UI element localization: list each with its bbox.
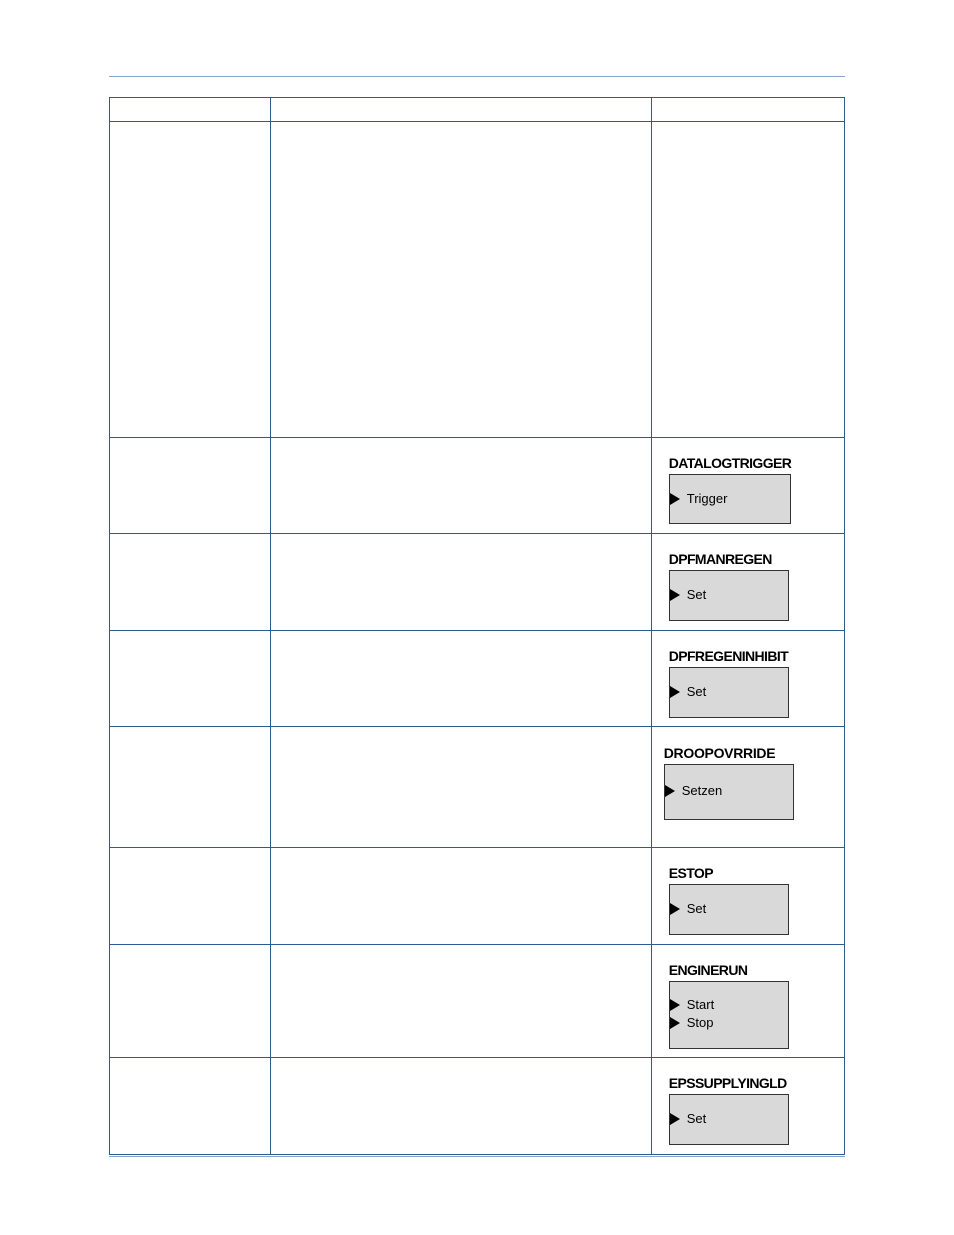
logic-input-port (670, 902, 707, 916)
logic-input-port (670, 685, 707, 699)
table-row (110, 727, 845, 848)
logic-input-port (665, 784, 722, 798)
table-cell (271, 727, 652, 848)
port-label: Stop (686, 1015, 714, 1030)
table-cell (271, 1058, 652, 1155)
input-arrow-icon (670, 686, 680, 698)
input-arrow-icon (670, 1017, 680, 1029)
table-cell (651, 848, 844, 945)
port-label: Set (686, 901, 707, 916)
table-cell (110, 727, 271, 848)
input-arrow-icon (670, 493, 680, 505)
port-label: Start (686, 997, 715, 1012)
header-cell (110, 98, 271, 122)
logic-block-box (669, 884, 789, 935)
logic-input-port (670, 1016, 714, 1030)
table-cell (110, 1058, 271, 1155)
table-cell (651, 438, 844, 534)
table-row (110, 848, 845, 945)
table-cell (110, 848, 271, 945)
logic-block-box (669, 474, 791, 524)
table-cell (110, 945, 271, 1058)
port-label: Setzen (681, 783, 723, 798)
logic-block-box (669, 1094, 789, 1145)
logic-block-title: DPFREGENINHIBIT (668, 648, 789, 664)
page-top-rule (109, 76, 845, 77)
input-arrow-icon (665, 785, 675, 797)
input-arrow-icon (670, 903, 680, 915)
table-cell (651, 534, 844, 631)
logic-element-table (109, 97, 845, 1155)
table-cell (110, 534, 271, 631)
table-cell (271, 534, 652, 631)
port-label: Set (686, 587, 707, 602)
logic-block-title: EPSSUPPLYINGLD (668, 1075, 787, 1091)
logic-block-title: ESTOP (668, 865, 713, 881)
logic-block-box (669, 667, 789, 718)
table-cell (271, 945, 652, 1058)
table-row (110, 945, 845, 1058)
table-cell (271, 122, 652, 438)
logic-input-port (670, 492, 728, 506)
table-header-row (110, 98, 845, 122)
table-cell (651, 631, 844, 727)
logic-block-box (669, 981, 789, 1049)
header-cell (651, 98, 844, 122)
table-row (110, 1058, 845, 1155)
table-row (110, 122, 845, 438)
logic-input-port (670, 588, 707, 602)
table-cell (110, 438, 271, 534)
logic-block-title: DPFMANREGEN (668, 551, 772, 567)
logic-input-port (670, 1112, 707, 1126)
logic-input-port (670, 998, 714, 1012)
table-row (110, 534, 845, 631)
logic-block-title: DATALOGTRIGGER (668, 455, 792, 471)
table-cell (651, 945, 844, 1058)
header-cell (271, 98, 652, 122)
page-bottom-rule (109, 1156, 845, 1157)
port-label: Set (686, 1111, 707, 1126)
table-cell (271, 438, 652, 534)
input-arrow-icon (670, 999, 680, 1011)
table-cell (110, 122, 271, 438)
table-cell (651, 1058, 844, 1155)
logic-block-title: ENGINERUN (668, 962, 748, 978)
input-arrow-icon (670, 1113, 680, 1125)
table-row (110, 631, 845, 727)
table-cell (271, 848, 652, 945)
logic-block-title: DROOPOVRRIDE (663, 745, 776, 761)
logic-block-box (669, 570, 789, 621)
port-label: Trigger (686, 491, 728, 506)
port-label: Set (686, 684, 707, 699)
input-arrow-icon (670, 589, 680, 601)
table-cell (271, 631, 652, 727)
table-cell (110, 631, 271, 727)
table-row (110, 438, 845, 534)
table-cell (651, 122, 844, 438)
logic-block-box (664, 764, 794, 820)
table-cell (651, 727, 844, 848)
